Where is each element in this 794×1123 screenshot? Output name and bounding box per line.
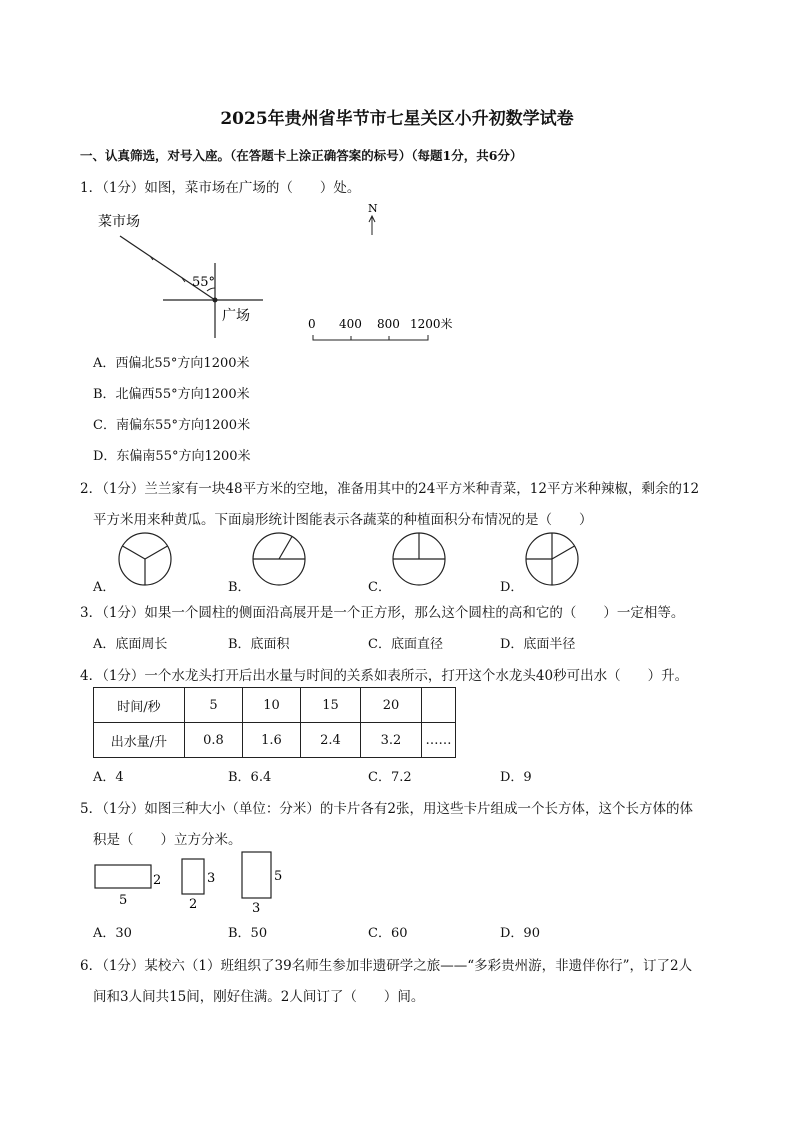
q4-option-d[interactable]: D．9 [500,770,532,785]
table-cell: 0.8 [185,723,243,758]
q5-option-b[interactable]: B．50 [228,926,268,941]
q5-cards-figure [90,848,300,916]
section-heading: 一、认真筛选，对号入座。（在答题卡上涂正确答案的标号）（每题1分，共6分） [80,148,523,163]
q1-option-d[interactable]: D．东偏南55°方向1200米 [93,449,251,464]
question-1-stem: 1．（1分）如图，菜市场在广场的（ ）处。 [80,180,361,196]
table-row [94,688,456,723]
card-3-height: 5 [274,869,283,884]
scale-label-0: 0 [308,317,316,331]
question-1-figure [90,198,470,348]
table-cell [422,688,456,723]
table-cell: 时间/秒 [94,688,185,723]
scale-label-1200: 1200米 [410,317,453,331]
table-cell: 1.6 [243,723,301,758]
table-cell: 5 [185,688,243,723]
question-5-stem-line1: 5．（1分）如图三种大小（单位：分米）的卡片各有2张，用这些卡片组成一个长方体，这个长方体的体 [80,801,694,817]
table-cell: 10 [243,688,301,723]
q3-option-d[interactable]: D．底面半径 [500,637,576,652]
card-2-height: 3 [207,871,216,886]
q2-pie-d[interactable] [524,531,580,587]
square-label: 广场 [222,308,250,324]
table-row [94,723,456,758]
angle-label: 55° [192,275,216,290]
card-2x3 [182,859,204,894]
q2-option-a[interactable]: A． [93,580,116,595]
direction-line [120,236,215,300]
q2-pie-a[interactable] [117,531,173,587]
q2-option-b[interactable]: B． [228,580,251,595]
q5-option-c[interactable]: C．60 [368,926,408,941]
q3-option-c[interactable]: C．底面直径 [368,637,443,652]
table-cell: 出水量/升 [94,723,185,758]
card-1-width: 5 [119,893,128,908]
q2-pie-c[interactable] [391,531,447,587]
question-3-stem: 3．（1分）如果一个圆柱的侧面沿高展开是一个正方形，那么这个圆柱的高和它的（ ）一定相等。 [80,605,685,621]
q2-pie-b[interactable] [251,531,307,587]
table-cell: …… [422,723,456,758]
card-1-height: 2 [153,873,162,888]
q1-option-c[interactable]: C．南偏东55°方向1200米 [93,418,251,433]
q4-option-c[interactable]: C．7.2 [368,770,412,785]
q1-option-a[interactable]: A．西偏北55°方向1200米 [93,356,250,371]
q4-option-a[interactable]: A．4 [93,770,124,785]
q1-option-b[interactable]: B．北偏西55°方向1200米 [93,387,250,402]
square-point [213,298,218,303]
q4-option-b[interactable]: B．6.4 [228,770,272,785]
table-cell: 2.4 [301,723,361,758]
scale-label-400: 400 [339,317,362,331]
table-cell: 20 [361,688,422,723]
question-2-stem-line2: 平方米用来种黄瓜。下面扇形统计图能表示各蔬菜的种植面积分布情况的是（ ） [93,512,593,528]
page-title: 2025年贵州省毕节市七星关区小升初数学试卷 [220,109,574,129]
question-2-stem-line1: 2．（1分）兰兰家有一块48平方米的空地，准备用其中的24平方米种青菜，12平方米种辣椒，剩余的12 [80,481,700,497]
q5-option-a[interactable]: A．30 [93,926,132,941]
question-5-stem-line2: 积是（ ）立方分米。 [93,832,242,848]
table-cell: 3.2 [361,723,422,758]
card-3x5 [242,852,271,898]
question-4-stem: 4．（1分）一个水龙头打开后出水量与时间的关系如表所示，打开这个水龙头40秒可出水（ ）升。 [80,668,689,684]
table-cell: 15 [301,688,361,723]
q3-option-b[interactable]: B．底面积 [228,637,290,652]
q5-option-d[interactable]: D．90 [500,926,540,941]
q2-option-c[interactable]: C． [368,580,391,595]
question-6-stem-line1: 6．（1分）某校六（1）班组织了39名师生参加非遗研学之旅——“多彩贵州游，非遗伴你行”，订了2人 [80,958,693,974]
market-label: 菜市场 [98,214,140,230]
north-label: N [368,202,378,215]
flow-table [93,687,456,758]
card-5x2 [95,865,151,888]
card-3-width: 3 [252,901,261,916]
scale-label-800: 800 [377,317,400,331]
q3-option-a[interactable]: A．底面周长 [93,637,168,652]
q2-option-d[interactable]: D． [500,580,524,595]
card-2-width: 2 [189,897,198,912]
scale-bar [313,335,428,340]
question-6-stem-line2: 间和3人间共15间，刚好住满。2人间订了（ ）间。 [93,989,425,1005]
